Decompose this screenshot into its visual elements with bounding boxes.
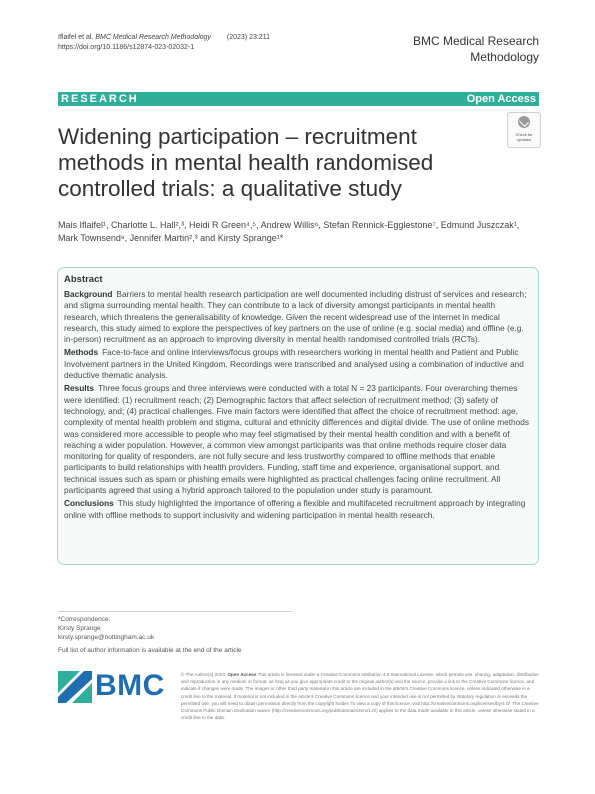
correspondence-label: *Correspondence: (58, 616, 111, 623)
citation-authors: Iflaifel et al. (58, 34, 94, 41)
results-text: Three focus groups and three interviews were conducted with a total N = 23 participants. Four overarching themes were identified: (1) recruitment reach; (2) Demographic factors that affect selection of recruitment method; (3) safety of technology, and; (4) practical challenges. Five main factors were identified that affect the choice of recruitment method: age, complexity of mental health problem and stigma, cultural and ethnicity differences and digital divide. The use of online methods was considered more accessible to people who may feel stigmatised by their mental health condition and with a benefit of reaching a wider population. However, a common view amongst participants was that online methods require closer data monitoring for quality of responders, are not fully secure and less trustworthy compared to offline methods that enable participants to build relationships with health providers. Funding, staff time and experience, organisational support, and technical issues such as spam or phishing emails were highlighted as practical challenges facing online recruitment. All participants agreed that using a hybrid approach tailored to the population under study is paramount. (64, 383, 530, 496)
correspondence-email[interactable]: kirsty.sprange@nottingham.ac.uk (58, 634, 155, 641)
background-label: Background (64, 289, 113, 299)
open-access-heading: Open Access (227, 672, 257, 677)
author-line2: Mark Townsend⁸, Jennifer Martin²,³ and Kirsty Sprange¹* (58, 233, 284, 243)
background-text: Barriers to mental health research participation are well documented including distrust of services and research; and stigma surrounding mental health. They can contribute to a lack of diversity amongst participants in mental health research, which threatens the generalisability of knowledge. Given the recent widespread use of the internet in medical research, this study aimed to explore the perspectives of key partners on the use of online (e.g. social media) and offline (e.g. in-person) recruitment as an approach to improving diversity in mental health randomised controlled trials (RCTs). (64, 289, 527, 345)
correspondence-name: Kirsty Sprange (58, 625, 101, 632)
year-volume: (2023) 23:211 (226, 34, 270, 41)
license-text: This article is licensed under a Creative Commons Attribution 4.0 International License, which permits use, sharing, adaptation, distribution and reproduction in any medium or format, as long as you give appropriate credit to the original author(s) and the source, provide a link to the Creative Commons licence, and indicate if changes were made. The images or other third party material in this article are included in the article's Creative Commons licence, unless indicated otherwise in a credit line to the material. If material is not included in the article's Creative Commons licence and your intended use is not permitted by statutory regulation or exceeds the permitted use, you will need to obtain permission directly from the copyright holder. To view a copy of this licence, visit http://creativecommons.org/licenses/by/4.0/. The Creative Commons Public Domain Dedication waiver (http://creativecommons.org/publicdomain/zero/1.0/) applies to the data made available in this article, unless otherwise stated in a credit line to the data. (181, 672, 539, 721)
abstract-conclusions (64, 498, 531, 521)
badge-line2: updates (516, 137, 532, 142)
conclusions-text: This study highlighted the importance of offering a flexible and multifaceted recruitment approach by integrating online with offline methods to support inclusivity and widening participation in mental health research. (64, 498, 526, 520)
bmc-logo-mark-icon (58, 671, 92, 703)
results-label: Results (64, 383, 94, 394)
abstract-background (64, 289, 531, 345)
doi-link[interactable]: https://doi.org/10.1186/s12874-023-02032-1 (58, 44, 195, 51)
running-header (58, 33, 270, 53)
methods-label: Methods (64, 347, 99, 358)
copyright-text: © The Author(s) 2023. (181, 672, 227, 677)
section-label: RESEARCH (61, 93, 139, 105)
methods-text: Face-to-face and online interviews/focus groups with researchers working in mental health and Patient and Public Involvement partners in the United Kingdom. Recordings were transcribed and analysed using a combination of inductive and deductive thematic analysis. (64, 347, 524, 381)
journal-short-name: BMC Medical Research Methodology (95, 34, 211, 41)
author-line1: Mais Iflaifel¹, Charlotte L. Hall²,³, Heidi R Green⁴,⁵, Andrew Willis⁶, Stefan Rennick-Egglestone⁷, Edmund Juszczak¹, (58, 220, 520, 230)
bmc-wordmark: BMC (95, 669, 165, 702)
abstract-box (57, 267, 539, 565)
open-access-label: Open Access (466, 93, 536, 105)
bmc-logo (58, 671, 168, 703)
correspondence-block (58, 615, 154, 642)
check-for-updates-badge[interactable] (507, 112, 541, 148)
author-info-note: Full list of author information is available at the end of the article (58, 647, 242, 654)
section-banner (58, 92, 539, 106)
conclusions-label: Conclusions (64, 498, 114, 509)
article-title: Widening participation – recruitment methods in mental health randomised controlled trials: a qualitative study (58, 124, 434, 201)
citation-line (58, 33, 270, 43)
abstract-methods (64, 347, 531, 381)
badge-line1: Check for (515, 132, 533, 137)
author-list (58, 219, 538, 245)
footnote-divider (58, 611, 292, 612)
journal-name (413, 33, 539, 65)
license-statement (181, 671, 539, 721)
journal-name-line1: BMC Medical Research (412, 34, 539, 48)
check-icon (518, 116, 530, 128)
journal-name-line2: Methodology (470, 50, 539, 64)
abstract-heading: Abstract (64, 274, 103, 285)
abstract-results (64, 383, 531, 496)
